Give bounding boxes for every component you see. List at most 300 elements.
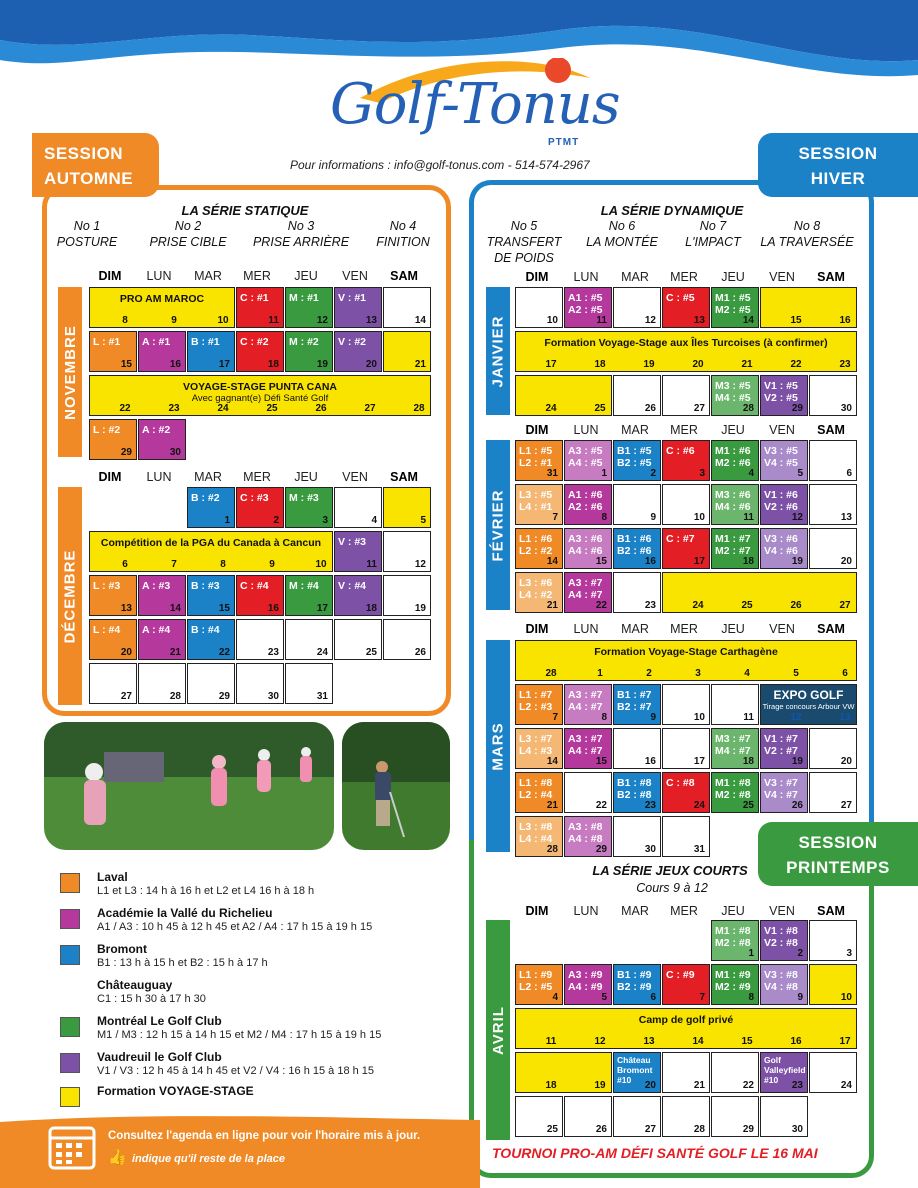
calendar-day — [711, 772, 759, 813]
calendar-day — [613, 440, 661, 481]
legend-swatch — [60, 909, 80, 929]
weekday-header: SAM — [390, 269, 418, 283]
legend-title: Bromont — [97, 942, 147, 956]
calendar-day — [760, 528, 808, 569]
calendar-day — [711, 1052, 759, 1093]
tab-autumn-line2: AUTOMNE — [44, 169, 134, 188]
day-number: 12 — [594, 1036, 606, 1047]
day-number: 28 — [545, 668, 557, 679]
session-label: V3 : #7 V4 : #7 — [764, 777, 798, 801]
calendar-day — [285, 287, 333, 328]
day-number: 29 — [742, 1124, 754, 1135]
calendar-day — [662, 772, 710, 813]
day-number: 19 — [316, 359, 328, 370]
tab-winter-line1: SESSION — [798, 144, 878, 163]
day-number: 12 — [414, 559, 426, 570]
day-number: 2 — [797, 948, 803, 959]
day-number: 15 — [595, 556, 607, 567]
day-number: 10 — [693, 712, 705, 723]
day-number: 2 — [273, 515, 279, 526]
day-number: 15 — [790, 315, 802, 326]
calendar-day — [515, 287, 563, 328]
col-name: PRISE CIBLE — [149, 235, 227, 249]
day-number: 10 — [315, 559, 327, 570]
day-number: 7 — [552, 512, 558, 523]
calendar-day — [662, 728, 710, 769]
calendar-day — [285, 619, 333, 660]
day-number: 25 — [742, 800, 754, 811]
golf-valleyfield-day — [760, 1052, 808, 1093]
day-number: 9 — [171, 315, 177, 326]
day-number: 25 — [546, 1124, 558, 1135]
calendar-day — [809, 375, 857, 416]
day-number: 26 — [414, 647, 426, 658]
session-label: A : #3 — [142, 580, 171, 592]
session-label: B1 : #7 B2 : #7 — [617, 689, 652, 713]
session-label: L3 : #7 L4 : #3 — [519, 733, 553, 757]
photo-golfer-putting — [342, 722, 450, 850]
day-number: 27 — [839, 600, 851, 611]
session-label: C : #1 — [240, 292, 269, 304]
day-number: 3 — [322, 515, 328, 526]
session-label: C : #2 — [240, 336, 269, 348]
day-number: 17 — [693, 556, 705, 567]
calendar-day — [564, 728, 612, 769]
calendar-day — [138, 619, 186, 660]
calendar-day — [515, 816, 563, 857]
calendar-day — [285, 487, 333, 528]
calendar-day — [564, 1096, 612, 1137]
session-label: M1 : #8 M2 : #8 — [715, 777, 751, 801]
day-number: 14 — [546, 756, 558, 767]
month-label: AVRIL — [486, 920, 510, 1140]
day-number: 25 — [741, 600, 753, 611]
weekday-header: JEU — [721, 270, 745, 284]
calendar-day — [711, 484, 759, 525]
day-number: 2 — [650, 468, 656, 479]
day-number: 14 — [169, 603, 181, 614]
col-name: FINITION — [376, 235, 430, 249]
session-label: A3 : #7 A4 : #7 — [568, 689, 603, 713]
day-number: 11 — [366, 559, 377, 570]
session-label: M3 : #7 M4 : #7 — [715, 733, 751, 757]
day-number: 13 — [840, 512, 852, 523]
calendar-day — [613, 572, 661, 613]
tab-winter — [758, 133, 918, 197]
day-number: 20 — [644, 1080, 656, 1091]
calendar-day — [711, 287, 759, 328]
month-label: FÉVRIER — [486, 440, 510, 610]
col-name: L'IMPACT — [685, 235, 741, 249]
legend-hours: C1 : 15 h 30 à 17 h 30 — [97, 993, 206, 1005]
day-number: 18 — [365, 603, 377, 614]
day-number: 1 — [597, 668, 603, 679]
day-number: 18 — [267, 359, 279, 370]
session-label: A3 : #6 A4 : #6 — [568, 533, 603, 557]
calendar-day — [334, 287, 382, 328]
calendar-day — [236, 619, 284, 660]
calendar-day — [564, 772, 612, 813]
tab-spring-line2: PRINTEMPS — [786, 858, 890, 877]
calendar-day — [809, 484, 857, 525]
session-label: B : #3 — [191, 580, 220, 592]
calendar-day — [613, 287, 661, 328]
session-label: A3 : #7 A4 : #7 — [568, 733, 603, 757]
calendar-day — [613, 484, 661, 525]
calendar-day — [711, 375, 759, 416]
col-name: TRANSFERT DE POIDS — [486, 235, 562, 265]
day-number: 18 — [742, 756, 754, 767]
day-number: 22 — [218, 647, 230, 658]
day-number: 30 — [840, 403, 852, 414]
session-label: C : #5 — [666, 292, 695, 304]
weekday-header: SAM — [390, 470, 418, 484]
day-number: 26 — [644, 403, 656, 414]
day-number: 29 — [120, 447, 132, 458]
day-number: 27 — [120, 691, 132, 702]
legend-swatch — [60, 873, 80, 893]
day-number: 25 — [594, 403, 606, 414]
calendar-day — [285, 331, 333, 372]
day-number: 6 — [122, 559, 128, 570]
day-number: 28 — [693, 1124, 705, 1135]
weekday-header: MER — [670, 622, 698, 636]
session-label: M3 : #5 M4 : #5 — [715, 380, 751, 404]
day-number: 11 — [268, 315, 279, 326]
day-number: 15 — [218, 603, 230, 614]
session-label: M : #4 — [289, 580, 319, 592]
session-label: M1 : #5 M2 : #5 — [715, 292, 751, 316]
session-label: A1 : #6 A2 : #6 — [568, 489, 603, 513]
day-number: 12 — [644, 315, 656, 326]
col-no: No 8 — [793, 219, 821, 233]
day-number: 23 — [791, 1080, 803, 1091]
day-number: 19 — [791, 556, 803, 567]
calendar-day — [383, 487, 431, 528]
weekday-header: MER — [243, 269, 271, 283]
day-number: 13 — [365, 315, 377, 326]
calendar-day — [564, 440, 612, 481]
col-no: No 4 — [389, 219, 417, 233]
weekday-header: VEN — [769, 622, 795, 636]
day-number: 13 — [120, 603, 132, 614]
session-label: V : #3 — [338, 536, 367, 548]
calendar-day — [138, 663, 186, 704]
day-number: 23 — [644, 600, 656, 611]
dynamic-col-2 — [586, 218, 658, 250]
weekday-header: JEU — [721, 904, 745, 918]
dynamic-series-title: LA SÉRIE DYNAMIQUE — [600, 203, 744, 218]
day-number: 24 — [840, 1080, 852, 1091]
calendar-day — [662, 287, 710, 328]
session-label: A : #2 — [142, 424, 171, 436]
contact-info: Pour informations : info@golf-tonus.com - 514-574-2967 — [290, 158, 590, 172]
day-number: 8 — [122, 315, 128, 326]
calendar-day — [564, 964, 612, 1005]
day-number: 30 — [644, 844, 656, 855]
calendar-day — [809, 1052, 857, 1093]
session-label: L1 : #8 L2 : #4 — [519, 777, 553, 801]
session-label: B1 : #6 B2 : #6 — [617, 533, 652, 557]
weekday-header: LUN — [573, 904, 599, 918]
session-label: A3 : #7 A4 : #7 — [568, 577, 603, 601]
day-number: 15 — [120, 359, 132, 370]
event-title: Formation Voyage-Stage aux Îles Turcoises (à confirmer) — [544, 337, 828, 349]
day-number: 23 — [267, 647, 279, 658]
day-number: 10 — [693, 512, 705, 523]
session-label: C : #6 — [666, 445, 695, 457]
tab-autumn-line1: SESSION — [44, 144, 124, 163]
weekday-header: LUN — [146, 470, 172, 484]
calendar-day — [613, 772, 661, 813]
day-number: 17 — [693, 756, 705, 767]
calendar-day — [334, 331, 382, 372]
calendar-day — [334, 487, 382, 528]
day-number: 18 — [742, 556, 754, 567]
day-number: 8 — [601, 712, 607, 723]
session-label: M1 : #9 M2 : #9 — [715, 969, 751, 993]
session-label: V1 : #5 V2 : #5 — [764, 380, 798, 404]
day-number: 11 — [743, 512, 754, 523]
day-number: 14 — [414, 315, 426, 326]
col-no: No 1 — [73, 219, 101, 233]
day-number: 21 — [693, 1080, 705, 1091]
calendar-day — [760, 920, 808, 961]
day-number: 16 — [644, 756, 656, 767]
day-number: 28 — [413, 403, 425, 414]
weekday-header: VEN — [342, 470, 368, 484]
day-number: 3 — [695, 668, 701, 679]
event-bar — [760, 287, 857, 328]
session-label: L1 : #9 L2 : #5 — [519, 969, 553, 993]
day-number: 20 — [365, 359, 377, 370]
col-no: No 6 — [608, 219, 636, 233]
day-number: 26 — [595, 1124, 607, 1135]
day-number: 23 — [839, 359, 851, 370]
calendar-day — [760, 1096, 808, 1137]
day-number: 1 — [601, 468, 607, 479]
calendar-day — [711, 728, 759, 769]
day-number: 24 — [693, 800, 705, 811]
day-number: 30 — [169, 447, 181, 458]
day-number: 20 — [692, 359, 704, 370]
weekday-header: MAR — [621, 622, 649, 636]
legend-title: Formation VOYAGE-STAGE — [97, 1084, 254, 1098]
calendar-day — [662, 528, 710, 569]
calendar-day — [515, 772, 563, 813]
col-no: No 2 — [174, 219, 202, 233]
calendar-day — [809, 528, 857, 569]
short-series-sub: Cours 9 à 12 — [636, 881, 708, 895]
calendar-day — [809, 964, 857, 1005]
weekday-header: DIM — [98, 269, 122, 283]
day-number: 17 — [545, 359, 557, 370]
day-number: 21 — [414, 359, 426, 370]
day-number: 16 — [790, 1036, 802, 1047]
day-number: 9 — [269, 559, 275, 570]
day-number: 9 — [650, 512, 656, 523]
legend-swatch — [60, 1053, 80, 1073]
month-label: NOVEMBRE — [58, 287, 82, 457]
calendar-day — [711, 964, 759, 1005]
calendar-day — [564, 572, 612, 613]
session-label: M : #1 — [289, 292, 319, 304]
day-number: 27 — [693, 403, 705, 414]
event-subtitle: Tirage concours Arbour VW — [762, 702, 855, 711]
calendar-day — [138, 419, 186, 460]
calendar-day — [236, 487, 284, 528]
calendar-day — [515, 484, 563, 525]
weekday-header: SAM — [817, 622, 845, 636]
day-number: 29 — [791, 403, 803, 414]
legend-hours: M1 / M3 : 12 h 15 à 14 h 15 et M2 / M4 : 17 h 15 à 19 h 15 — [97, 1029, 382, 1041]
session-label: M1 : #8 M2 : #8 — [715, 925, 751, 949]
weekday-header: MER — [670, 270, 698, 284]
legend-hours: L1 et L3 : 14 h à 16 h et L2 et L4 16 h à 18 h — [97, 885, 315, 897]
calendar-day — [711, 684, 759, 725]
calendar-day — [613, 528, 661, 569]
event-bar — [89, 287, 235, 328]
day-number: 21 — [546, 800, 558, 811]
event-bar — [515, 331, 857, 372]
event-bar — [515, 640, 857, 681]
calendar-day — [285, 575, 333, 616]
day-number: 6 — [650, 992, 656, 1003]
calendar-day — [809, 728, 857, 769]
day-number: 14 — [546, 556, 558, 567]
calendar-day — [613, 964, 661, 1005]
day-number: 22 — [595, 600, 607, 611]
weekday-header: JEU — [294, 470, 318, 484]
calendar-day — [564, 484, 612, 525]
tournoi-banner: TOURNOI PRO-AM DÉFI SANTÉ GOLF LE 16 MAI — [492, 1145, 818, 1161]
weekday-header: LUN — [146, 269, 172, 283]
day-number: 28 — [742, 403, 754, 414]
event-title: EXPO GOLF — [773, 688, 844, 702]
short-series-title: LA SÉRIE JEUX COURTS — [592, 863, 748, 878]
weekday-header: MAR — [621, 270, 649, 284]
day-number: 27 — [364, 403, 376, 414]
session-label: L3 : #6 L4 : #2 — [519, 577, 553, 601]
thumbs-up-icon: 👍 — [108, 1149, 127, 1166]
calendar-day — [187, 331, 235, 372]
logo-text: Golf-Tonus — [330, 72, 620, 137]
weekday-header: MER — [243, 470, 271, 484]
legend-title: Montréal Le Golf Club — [97, 1014, 222, 1028]
session-label: A3 : #9 A4 : #9 — [568, 969, 603, 993]
day-number: 6 — [842, 668, 848, 679]
day-number: 13 — [643, 1036, 655, 1047]
calendar-day — [383, 331, 431, 372]
day-number: 4 — [748, 468, 754, 479]
calendar-icon — [48, 1122, 96, 1170]
calendar-day — [564, 287, 612, 328]
session-label: B : #4 — [191, 624, 220, 636]
day-number: 8 — [748, 992, 754, 1003]
calendar-day — [515, 528, 563, 569]
day-number: 19 — [643, 359, 655, 370]
weekday-header: VEN — [769, 904, 795, 918]
day-number: 4 — [552, 992, 558, 1003]
tab-spring-line1: SESSION — [798, 833, 878, 852]
session-label: B : #1 — [191, 336, 220, 348]
day-number: 3 — [699, 468, 705, 479]
calendar-day — [383, 531, 431, 572]
session-label: A3 : #8 A4 : #8 — [568, 821, 603, 845]
calendar-day — [662, 816, 710, 857]
day-number: 26 — [315, 403, 327, 414]
day-number: 22 — [790, 359, 802, 370]
tab-autumn — [32, 133, 159, 197]
session-label: A : #1 — [142, 336, 171, 348]
day-number: 10 — [840, 992, 852, 1003]
session-label: L : #3 — [93, 580, 121, 592]
chateau-bromont-day — [613, 1052, 661, 1093]
day-number: 17 — [218, 359, 230, 370]
session-label: V1 : #8 V2 : #8 — [764, 925, 798, 949]
static-col-2 — [149, 218, 226, 250]
calendar-day — [285, 663, 333, 704]
day-number: 17 — [839, 1036, 851, 1047]
day-number: 8 — [220, 559, 226, 570]
session-label: L1 : #7 L2 : #3 — [519, 689, 553, 713]
calendar-day — [613, 684, 661, 725]
day-number: 24 — [217, 403, 229, 414]
col-name: LA TRAVERSÉE — [760, 235, 854, 249]
session-label: C : #7 — [666, 533, 695, 545]
day-number: 31 — [316, 691, 328, 702]
calendar-day — [760, 484, 808, 525]
session-label: L : #4 — [93, 624, 121, 636]
day-number: 18 — [594, 359, 606, 370]
calendar-day — [711, 528, 759, 569]
calendar-day — [662, 1052, 710, 1093]
event-bar — [89, 375, 431, 416]
day-number: 7 — [171, 559, 177, 570]
day-number: 19 — [791, 756, 803, 767]
calendar-day — [515, 728, 563, 769]
day-number: 12 — [791, 512, 803, 523]
day-number: 20 — [840, 756, 852, 767]
weekday-header: DIM — [98, 470, 122, 484]
static-col-4 — [376, 218, 429, 250]
calendar-day — [236, 287, 284, 328]
day-number: 27 — [644, 1124, 656, 1135]
day-number: 23 — [168, 403, 180, 414]
col-name: POSTURE — [56, 235, 118, 249]
calendar-day — [613, 1096, 661, 1137]
day-number: 4 — [371, 515, 377, 526]
static-series-title: LA SÉRIE STATIQUE — [181, 203, 309, 218]
legend-title: Vaudreuil le Golf Club — [97, 1050, 222, 1064]
day-number: 27 — [840, 800, 852, 811]
day-number: 30 — [267, 691, 279, 702]
calendar-day — [187, 487, 235, 528]
day-number: 24 — [692, 600, 704, 611]
calendar-day — [613, 816, 661, 857]
session-label: L1 : #6 L2 : #2 — [519, 533, 553, 557]
session-label: Château Bromont #10 — [617, 1055, 653, 1085]
day-number: 19 — [594, 1080, 606, 1091]
weekday-header: MER — [670, 904, 698, 918]
day-number: 5 — [420, 515, 426, 526]
session-label: M : #3 — [289, 492, 319, 504]
photo-group-lesson — [44, 722, 334, 850]
day-number: 16 — [644, 556, 656, 567]
day-number: 12 — [316, 315, 328, 326]
calendar-day — [89, 663, 137, 704]
weekday-header: MAR — [621, 423, 649, 437]
